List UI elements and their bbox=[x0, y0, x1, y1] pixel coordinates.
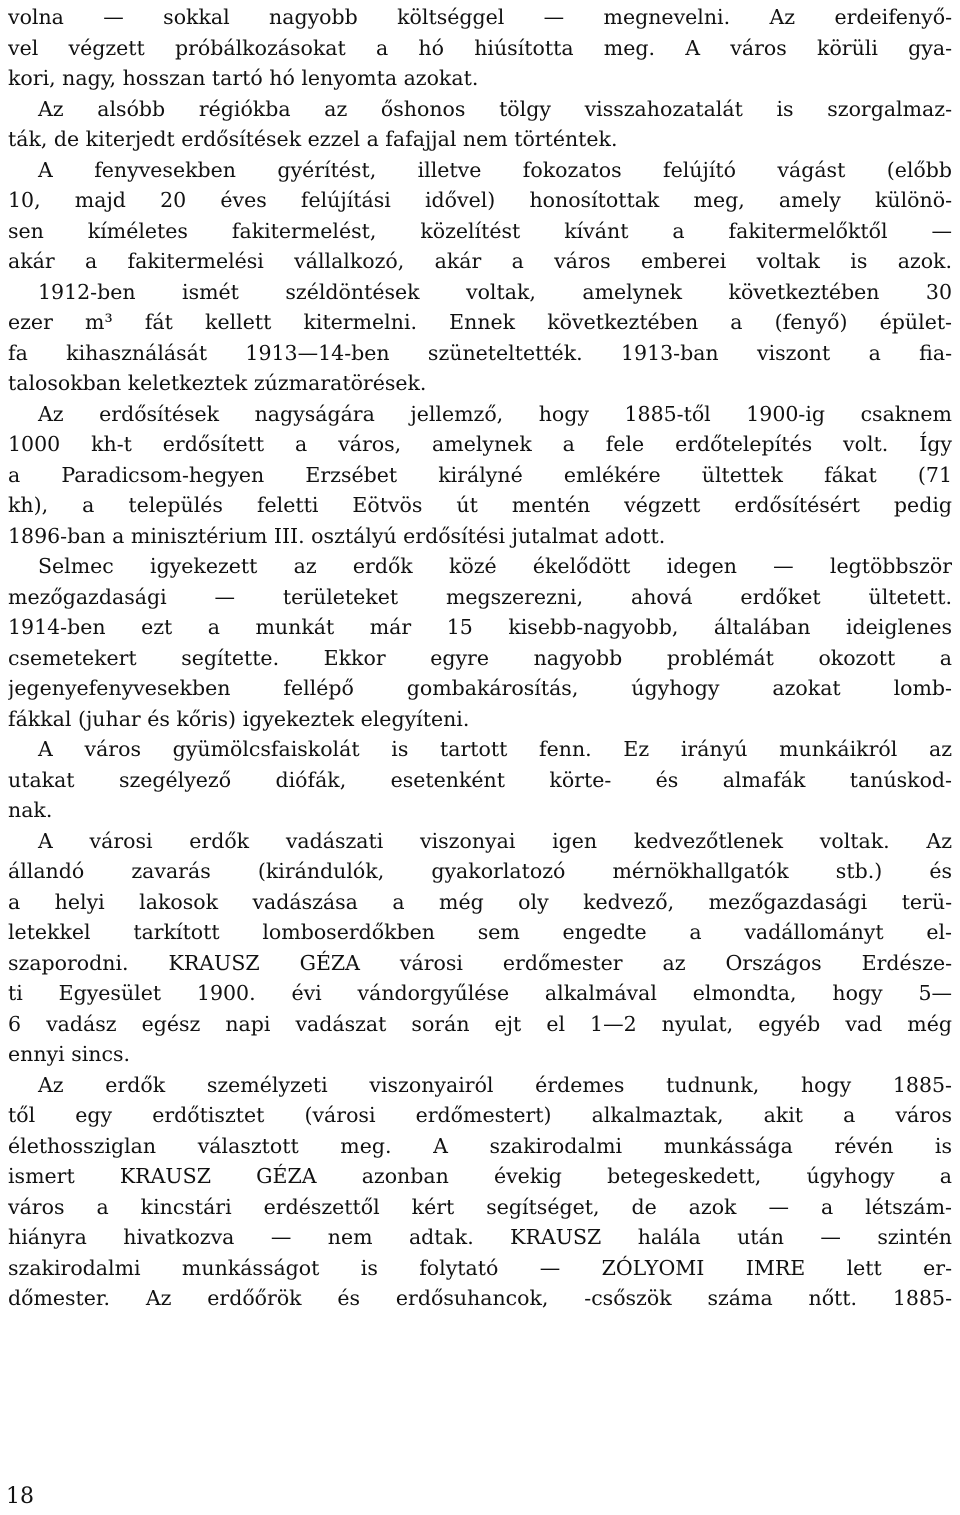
text-line: város a kincstári erdészettől kért segítséget, de azok — a létszám- bbox=[8, 1194, 952, 1219]
text-line: hiányra hivatkozva — nem adtak. KRAUSZ halála után — szintén bbox=[8, 1225, 952, 1249]
text-line: sen kíméletes fakitermelést, közelítést kívánt a fakitermelőktől — bbox=[8, 218, 952, 243]
text-line: letekkel tarkított lomboserdőkben sem engedte a vadállományt el- bbox=[8, 920, 952, 944]
text-line: élethossziglan választott meg. A szakirodalmi munkássága révén is bbox=[8, 1133, 952, 1158]
text-line: a helyi lakosok vadászása a még oly kedvező, mezőgazdasági terü- bbox=[8, 889, 952, 914]
text-line: talosokban keletkeztek zúzmaratörések. bbox=[8, 371, 427, 395]
text-line: Az erdők személyzeti viszonyairól érdemes tudnunk, hogy 1885- bbox=[38, 1072, 952, 1097]
text-line: állandó zavarás (kirándulók, gyakorlatozó mérnökhallgatók stb.) és bbox=[8, 859, 952, 883]
text-line: jegenyefenyvesekben fellépő gombakárosítás, úgyhogy azokat lomb- bbox=[8, 676, 952, 700]
text-line: 6 vadász egész napi vadászat során ejt el 1—2 nyulat, egyéb vad még bbox=[8, 1011, 952, 1036]
text-line: csemetekert segítette. Ekkor egyre nagyobb problémát okozott a bbox=[8, 645, 952, 670]
text-line: től egy erdőtisztet (városi erdőmestert) alkalmaztak, akit a város bbox=[8, 1103, 952, 1127]
text-line: 1896-ban a minisztérium III. osztályú erdősítési jutalmat adott. bbox=[8, 523, 666, 548]
text-line: Az erdősítések nagyságára jellemző, hogy 1885-től 1900-ig csaknem bbox=[38, 401, 952, 426]
text-line: 1912-ben ismét széldöntések voltak, amelynek következtében 30 bbox=[38, 279, 952, 304]
text-line: vel végzett próbálkozásokat a hó hiúsította meg. A város körüli gya- bbox=[8, 35, 952, 60]
text-line: fákkal (juhar és kőris) igyekeztek elegyíteni. bbox=[8, 706, 470, 731]
text-line: dőmester. Az erdőőrök és erdősuhancok, -csőszök száma nőtt. 1885- bbox=[8, 1286, 952, 1310]
page-body bbox=[8, 2, 952, 1314]
text-line: A város gyümölcsfaiskolát is tartott fenn. Ez irányú munkáikról az bbox=[38, 737, 952, 761]
text-line: akár a fakitermelési vállalkozó, akár a város emberei voltak is azok. bbox=[8, 249, 952, 273]
text-line: a Paradicsom-hegyen Erzsébet királyné emlékére ültettek fákat (71 bbox=[8, 462, 952, 487]
text-line: 10, majd 20 éves felújítási idővel) honosítottak meg, amely különö- bbox=[8, 188, 952, 212]
text-line: Az alsóbb régiókba az őshonos tölgy visszahozatalát is szorgalmaz- bbox=[38, 96, 952, 121]
text-line: utakat szegélyező diófák, esetenként körte- és almafák tanúskod- bbox=[8, 767, 952, 792]
text-line: nak. bbox=[8, 798, 53, 822]
page-number: 18 bbox=[6, 1484, 34, 1509]
text-line: A városi erdők vadászati viszonyai igen kedvezőtlenek voltak. Az bbox=[38, 828, 952, 853]
text-line: volna — sokkal nagyobb költséggel — megnevelni. Az erdeifenyő- bbox=[8, 5, 952, 29]
text-line: Selmec igyekezett az erdők közé ékelődött idegen — legtöbbször bbox=[38, 554, 952, 578]
text-line: mezőgazdasági — területeket megszerezni, ahová erdőket ültetett. bbox=[8, 584, 952, 609]
text-line: fa kihasználását 1913—14-ben szüneteltették. 1913-ban viszont a fia- bbox=[8, 340, 952, 365]
text-line: ti Egyesület 1900. évi vándorgyűlése alkalmával elmondta, hogy 5— bbox=[8, 981, 952, 1005]
text-line: szaporodni. KRAUSZ GÉZA városi erdőmester az Országos Erdésze- bbox=[8, 950, 952, 975]
text-line: kori, nagy, hosszan tartó hó lenyomta azokat. bbox=[8, 66, 479, 90]
text-line: szakirodalmi munkásságot is folytató — ZÓLYOMI IMRE lett er- bbox=[8, 1255, 952, 1280]
text-line: A fenyvesekben gyérítést, illetve fokozatos felújító vágást (előbb bbox=[38, 157, 952, 182]
text-line: kh), a település feletti Eötvös út mentén végzett erdősítésért pedig bbox=[8, 493, 952, 517]
text-line: ennyi sincs. bbox=[8, 1042, 130, 1066]
text-line: ismert KRAUSZ GÉZA azonban évekig betegeskedett, úgyhogy a bbox=[8, 1164, 952, 1188]
text-line: ezer m³ fát kellett kitermelni. Ennek következtében a (fenyő) épület- bbox=[8, 310, 952, 334]
text-line: 1914-ben ezt a munkát már 15 kisebb-nagyobb, általában ideiglenes bbox=[8, 615, 952, 639]
text-line: ták, de kiterjedt erdősítések ezzel a fafajjal nem történtek. bbox=[8, 127, 618, 151]
text-line: 1000 kh-t erdősített a város, amelynek a fele erdőtelepítés volt. Így bbox=[8, 432, 952, 456]
